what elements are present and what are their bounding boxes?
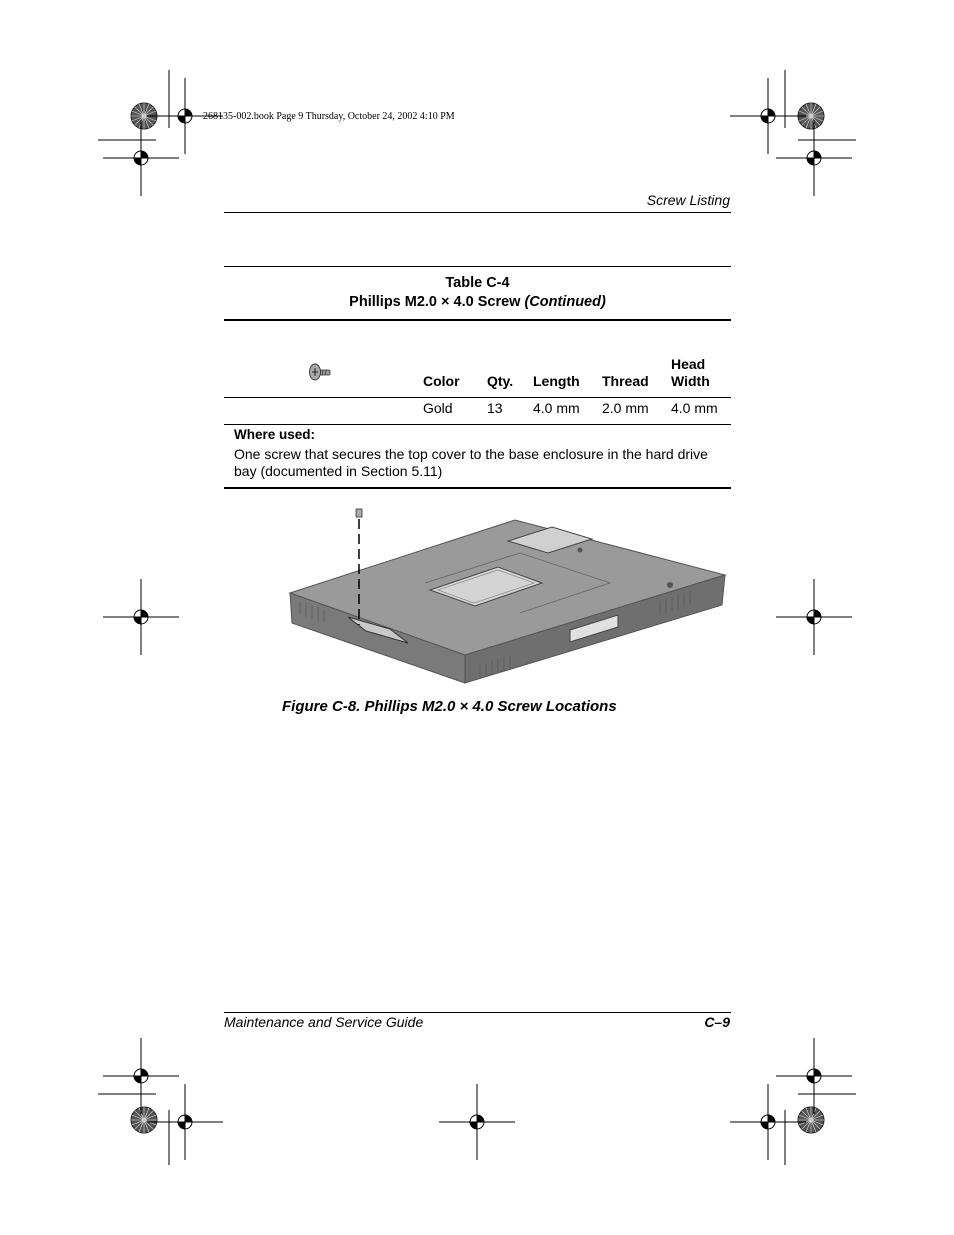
registration-crosshair-bottom-right-upper xyxy=(776,1038,852,1114)
where-used-label: Where used: xyxy=(234,427,316,442)
registration-crosshair-bottom-center xyxy=(439,1084,515,1160)
footer-guide-title: Maintenance and Service Guide xyxy=(224,1014,424,1030)
cell-color: Gold xyxy=(423,400,453,416)
footer-page-number: C–9 xyxy=(704,1014,730,1030)
cell-head-width: 4.0 mm xyxy=(671,400,718,416)
col-header-head-width-line2: Width xyxy=(671,373,710,389)
where-used-text: One screw that secures the top cover to the base enclosure in the hard drive bay (documented in Section 5.11) xyxy=(234,446,708,479)
running-header: Screw Listing xyxy=(646,192,730,208)
registration-crosshair-top-left-lower xyxy=(103,120,179,196)
registration-crosshair-mid-right xyxy=(776,579,852,655)
laptop-base-enclosure-illustration xyxy=(280,505,730,690)
header-rule xyxy=(224,212,731,213)
print-info: 268135-002.book Page 9 Thursday, October 24, 2002 4:10 PM xyxy=(203,111,455,122)
table-caption-rule xyxy=(224,319,731,321)
table-title-text: Phillips M2.0 × 4.0 Screw xyxy=(349,294,521,310)
col-header-thread: Thread xyxy=(602,373,649,389)
registration-crosshair-bottom-left xyxy=(147,1084,223,1160)
col-header-head-width-line1: Head xyxy=(671,356,706,372)
table-top-rule xyxy=(224,266,731,267)
cell-thread: 2.0 mm xyxy=(602,400,649,416)
table-row-rule xyxy=(224,424,731,425)
screw-icon xyxy=(308,362,332,382)
registration-star-bottom-right xyxy=(798,1107,824,1133)
col-header-length: Length xyxy=(533,373,580,389)
cell-length: 4.0 mm xyxy=(533,400,580,416)
table-bottom-rule xyxy=(224,487,731,489)
figure-caption: Figure C-8. Phillips M2.0 × 4.0 Screw Locations xyxy=(282,698,617,715)
registration-crosshair-bottom-left-upper xyxy=(103,1038,179,1114)
cell-qty: 13 xyxy=(487,400,503,416)
col-header-color: Color xyxy=(423,373,460,389)
registration-crosshair-top-right xyxy=(730,78,806,154)
table-number: Table C-4 xyxy=(445,275,510,291)
registration-crosshair-bottom-right xyxy=(730,1084,806,1160)
col-header-qty: Qty. xyxy=(487,373,514,389)
registration-star-bottom-left xyxy=(131,1107,157,1133)
registration-crosshair-top-right-lower xyxy=(776,120,852,196)
table-title xyxy=(224,294,731,310)
footer-rule xyxy=(224,1012,731,1013)
table-header-rule xyxy=(224,397,731,398)
registration-crosshair-mid-left xyxy=(103,579,179,655)
table-continued: (Continued) xyxy=(524,294,606,310)
